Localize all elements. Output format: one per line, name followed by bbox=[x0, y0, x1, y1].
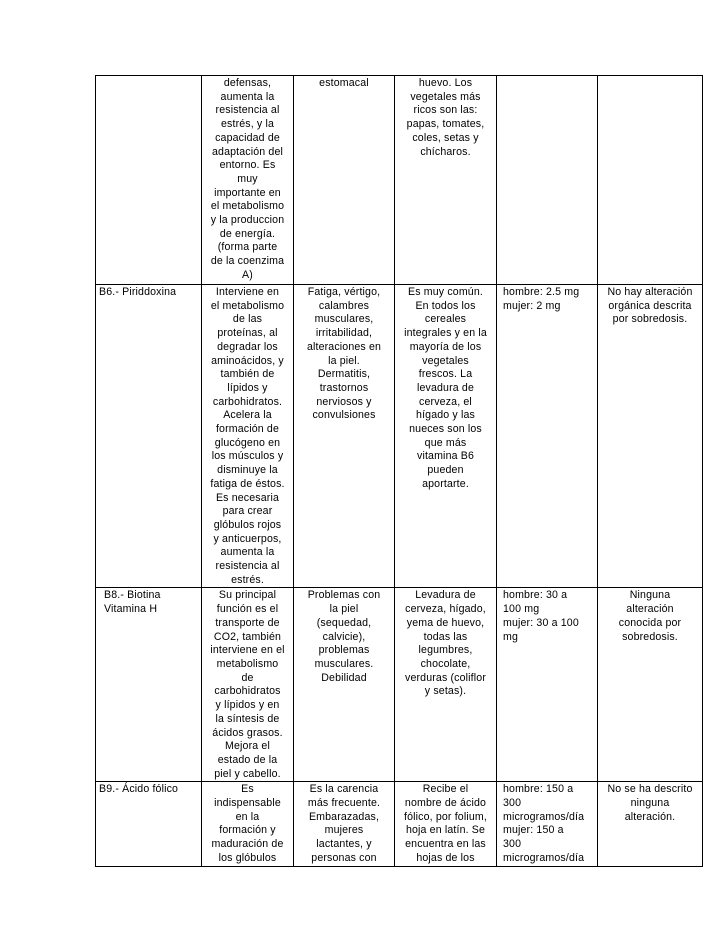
dose-cell: hombre: 150 a 300 microgramos/día mujer: 150 a 300 microgramos/día bbox=[497, 782, 598, 867]
dose-cell: hombre: 30 a 100 mg mujer: 30 a 100 mg bbox=[497, 588, 598, 782]
table-row bbox=[96, 782, 703, 867]
vitamin-name-cell: B9.- Ácido fólico bbox=[96, 782, 202, 867]
table-row bbox=[96, 588, 703, 782]
deficiency-cell: Es la carencia más frecuente. Embarazadas, mujeres lactantes, y personas con bbox=[294, 782, 395, 867]
function-cell: Su principal función es el transporte de CO2, también interviene en el metabolismo de carbohidratos y lípidos y en la síntesis de ácidos grasos. Mejora el estado de la piel y cabello. bbox=[202, 588, 294, 782]
deficiency-cell: Fatiga, vértigo, calambres musculares, irritabilidad, alteraciones en la piel. Dermatitis, trastornos nerviosos y convulsiones bbox=[294, 285, 395, 588]
dose-cell: hombre: 2.5 mg mujer: 2 mg bbox=[497, 285, 598, 588]
excess-cell: No hay alteración orgánica descrita por sobredosis. bbox=[598, 285, 703, 588]
vitamin-name-cell bbox=[96, 76, 202, 285]
sources-cell: Recibe el nombre de ácido fólico, por folium, hoja en latín. Se encuentra en las hojas de los bbox=[395, 782, 497, 867]
vitamins-table bbox=[95, 75, 703, 867]
sources-cell: Levadura de cerveza, hígado, yema de huevo, todas las legumbres, chocolate, verduras (coliflor y setas). bbox=[395, 588, 497, 782]
dose-cell bbox=[497, 76, 598, 285]
excess-cell bbox=[598, 76, 703, 285]
function-cell: defensas, aumenta la resistencia al estrés, y la capacidad de adaptación del entorno. Es muy importante en el metabolismo y la produccion de energía. (forma parte de la coenzima A) bbox=[202, 76, 294, 285]
table-row bbox=[96, 76, 703, 285]
sources-cell: huevo. Los vegetales más ricos son las: papas, tomates, coles, setas y chícharos. bbox=[395, 76, 497, 285]
deficiency-cell: estomacal bbox=[294, 76, 395, 285]
deficiency-cell: Problemas con la piel (sequedad, calvicie), problemas musculares. Debilidad bbox=[294, 588, 395, 782]
function-cell: Interviene en el metabolismo de las proteínas, al degradar los aminoácidos, y también de lípidos y carbohidratos. Acelera la formación de glucógeno en los músculos y disminuye la fatiga de éstos. Es necesaria para crear glóbulos rojos y anticuerpos, aumenta la resistencia al estrés. bbox=[202, 285, 294, 588]
sources-cell: Es muy común. En todos los cereales integrales y en la mayoría de los vegetales frescos. La levadura de cerveza, el hígado y las nueces son los que más vitamina B6 pueden aportarte. bbox=[395, 285, 497, 588]
excess-cell: No se ha descrito ninguna alteración. bbox=[598, 782, 703, 867]
table-row bbox=[96, 285, 703, 588]
vitamin-name-cell: B6.- Piriddoxina bbox=[96, 285, 202, 588]
excess-cell: Ninguna alteración conocida por sobredosis. bbox=[598, 588, 703, 782]
function-cell: Es indispensable en la formación y maduración de los glóbulos bbox=[202, 782, 294, 867]
vitamin-name-cell: B8.- Biotina Vitamina H bbox=[96, 588, 202, 782]
